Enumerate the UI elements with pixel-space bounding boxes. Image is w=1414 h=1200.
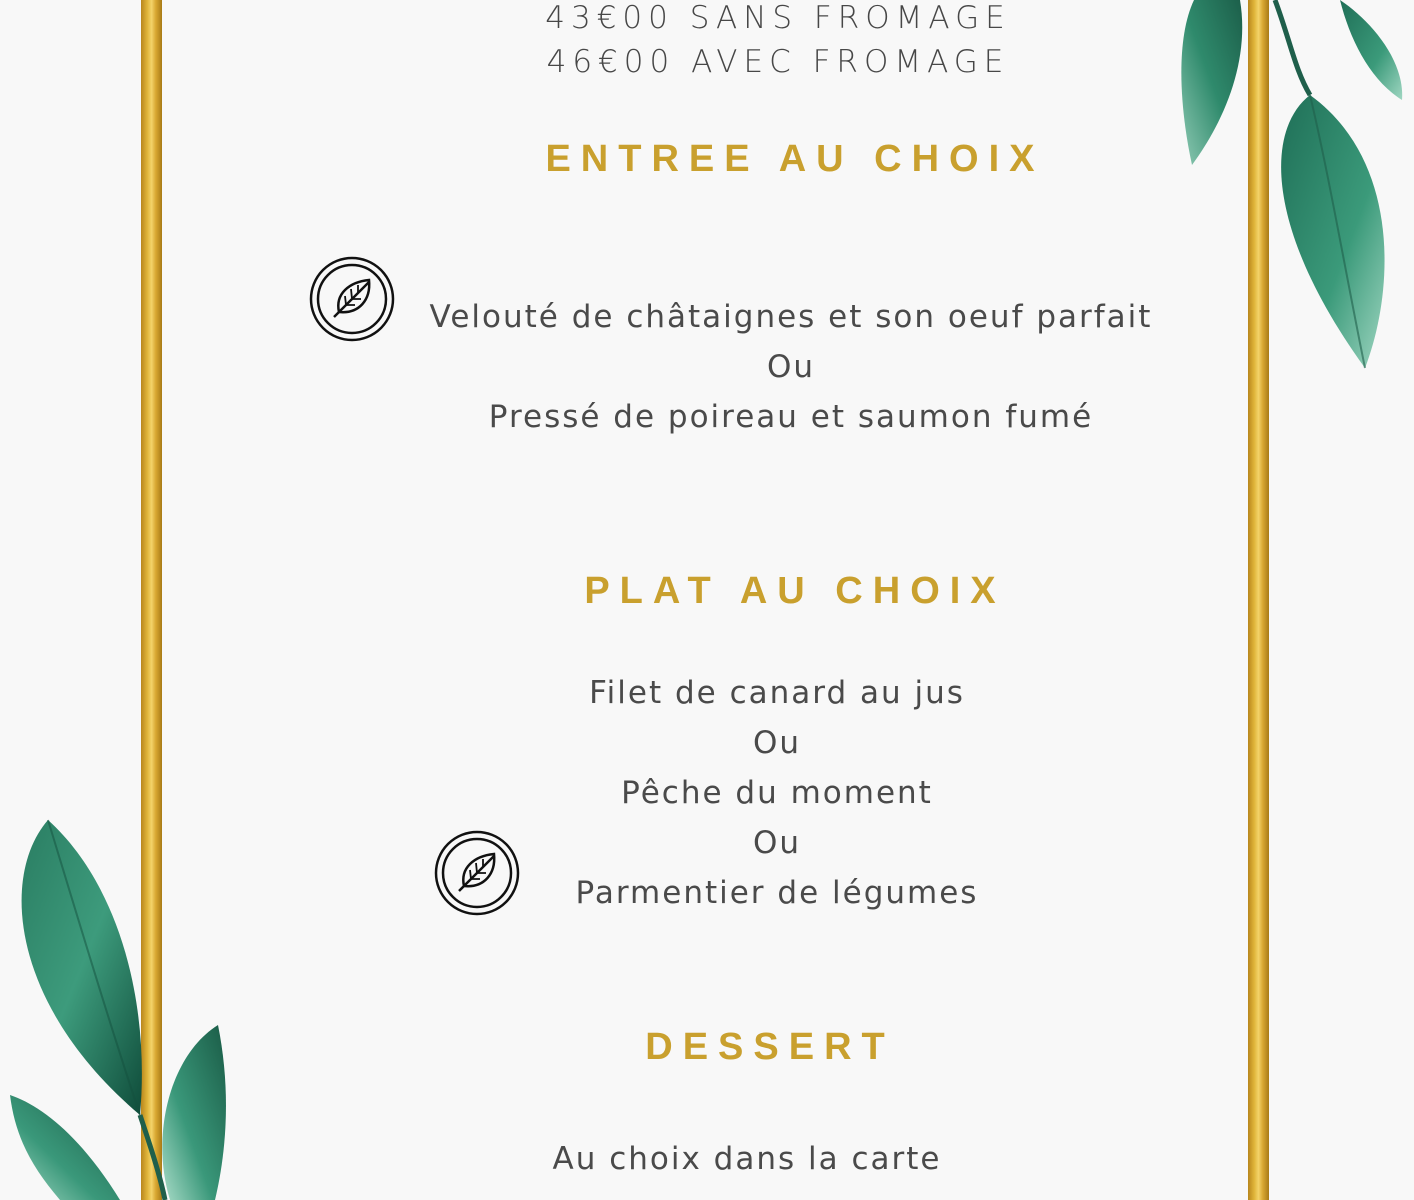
entree-or-1: Ou [766,349,816,385]
dessert-heading: DESSERT [645,1026,895,1068]
entree-item-2: Pressé de poireau et saumon fumé [488,399,1094,435]
entree-item-1: Velouté de châtaignes et son oeuf parfait [429,299,1153,335]
vegetarian-leaf-icon [434,830,520,916]
plat-item-1: Filet de canard au jus [589,675,965,711]
plat-or-2: Ou [752,825,802,861]
entree-heading: ENTREE AU CHOIX [545,138,1045,180]
price-without-cheese: 43€00 SANS FROMAGE [545,0,1011,36]
plat-item-2: Pêche du moment [621,775,933,811]
plat-item-3: Parmentier de légumes [575,875,979,911]
dessert-item-1: Au choix dans la carte [552,1141,942,1177]
plat-heading: PLAT AU CHOIX [584,570,1006,612]
plat-or-1: Ou [752,725,802,761]
leaves-bottom-left-icon [0,815,240,1200]
price-with-cheese: 46€00 AVEC FROMAGE [546,44,1010,80]
